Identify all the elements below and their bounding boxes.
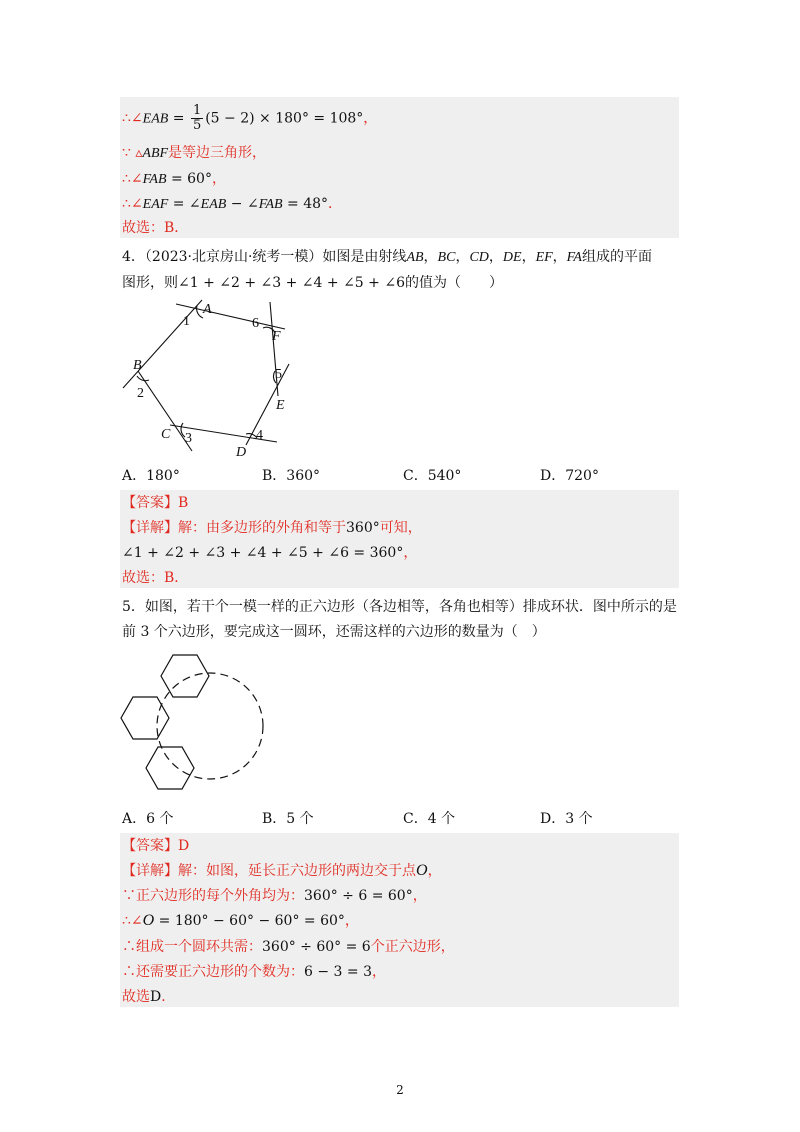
solution-line-fab: ∴∠FAB = 60°， (122, 171, 226, 187)
solution-line-eaf: ∴∠EAF = ∠EAB − ∠FAB = 48°． (122, 196, 343, 212)
q4-solution-block (120, 490, 679, 588)
angle-label-3: 3 (185, 431, 192, 446)
q4-option-a[interactable]: A．180° (122, 468, 180, 484)
q4-option-b[interactable]: B．360° (262, 468, 321, 484)
angle-label-4: 4 (256, 428, 263, 443)
q4-detail-equation: ∠1 + ∠2 + ∠3 + ∠4 + ∠5 + ∠6 = 360°， (122, 545, 418, 561)
q5-detail-2: ∵正六边形的每个外角均为：360° ÷ 6 = 60°， (122, 888, 427, 904)
label-e: E (276, 398, 285, 413)
dashed-ring-circle (157, 673, 263, 779)
label-d: D (236, 445, 247, 460)
hexagon-top (161, 655, 209, 697)
label-a: A (203, 302, 212, 317)
q4-answer: 【答案】B (122, 495, 189, 511)
ray-fa (176, 304, 285, 329)
label-f: F (272, 329, 281, 344)
q4-option-c[interactable]: C．540° (403, 468, 462, 484)
therefore-symbol: ∴∠ (122, 110, 143, 127)
ray-ab (123, 300, 202, 388)
q5-stem-line1: 5．如图，若干个一模一样的正六边形（各边相等，各角也相等）排成环状．图中所示的是 (122, 599, 677, 615)
hexagon-bottom (146, 747, 194, 789)
q5-option-b[interactable]: B．5 个 (262, 811, 314, 827)
q4-choose: 故选：B． (122, 570, 189, 586)
q5-option-c[interactable]: C．4 个 (403, 811, 456, 827)
q5-options (122, 809, 682, 829)
angle-label-6: 6 (252, 316, 259, 331)
label-c: C (161, 427, 171, 442)
angle-label-2: 2 (137, 386, 144, 401)
fraction-one-fifth: $\frac{1}{5}$ (192, 103, 202, 133)
q5-detail-1: 【详解】解：如图，延长正六边形的两边交于点O， (122, 862, 442, 879)
q5-answer: 【答案】D (122, 838, 190, 854)
label-b: B (133, 358, 142, 373)
q5-detail-5: ∴还需要正六边形的个数为：6 − 3 = 3， (122, 964, 386, 980)
q4-stem-line2: 图形，则∠1 + ∠2 + ∠3 + ∠4 + ∠5 + ∠6的值为（ ） (122, 275, 503, 291)
q4-stem-line1: 4．（2023·北京房山·统考一模）如图是由射线AB，BC，CD，DE，EF，FA组成的平面 (122, 249, 652, 265)
q5-detail-3: ∴∠O = 180° − 60° − 60° = 60°， (122, 912, 359, 929)
q5-choose: 故选D． (122, 989, 176, 1005)
q5-stem-line2: 前 3 个六边形，要完成这一圆环，还需这样的六边形的数量为（ ） (122, 624, 546, 640)
q4-option-d[interactable]: D．720° (540, 468, 599, 484)
q4-options (122, 466, 682, 486)
page-number: 2 (396, 1083, 404, 1097)
solution-line-eab: ∴∠EAB = $\frac{1}{5}$ (5 − 2) × 180° = 108°， (122, 103, 378, 133)
q4-detail: 【详解】解：由多边形的外角和等于360°可知， (122, 520, 422, 536)
angle-label-5: 5 (275, 367, 282, 382)
q5-detail-4: ∴组成一个圆环共需：360° ÷ 60° = 6个正六边形， (122, 939, 455, 955)
q5-hexagons-figure (115, 644, 265, 804)
solution-choose-previous: 故选：B． (122, 220, 189, 236)
q5-option-a[interactable]: A．6 个 (122, 811, 174, 827)
q4-hexagon-rays-figure (115, 298, 315, 460)
q5-option-d[interactable]: D．3 个 (540, 811, 593, 827)
angle-label-1: 1 (183, 314, 190, 329)
solution-line-abf: ∵ ▵ABF是等边三角形， (122, 145, 267, 161)
